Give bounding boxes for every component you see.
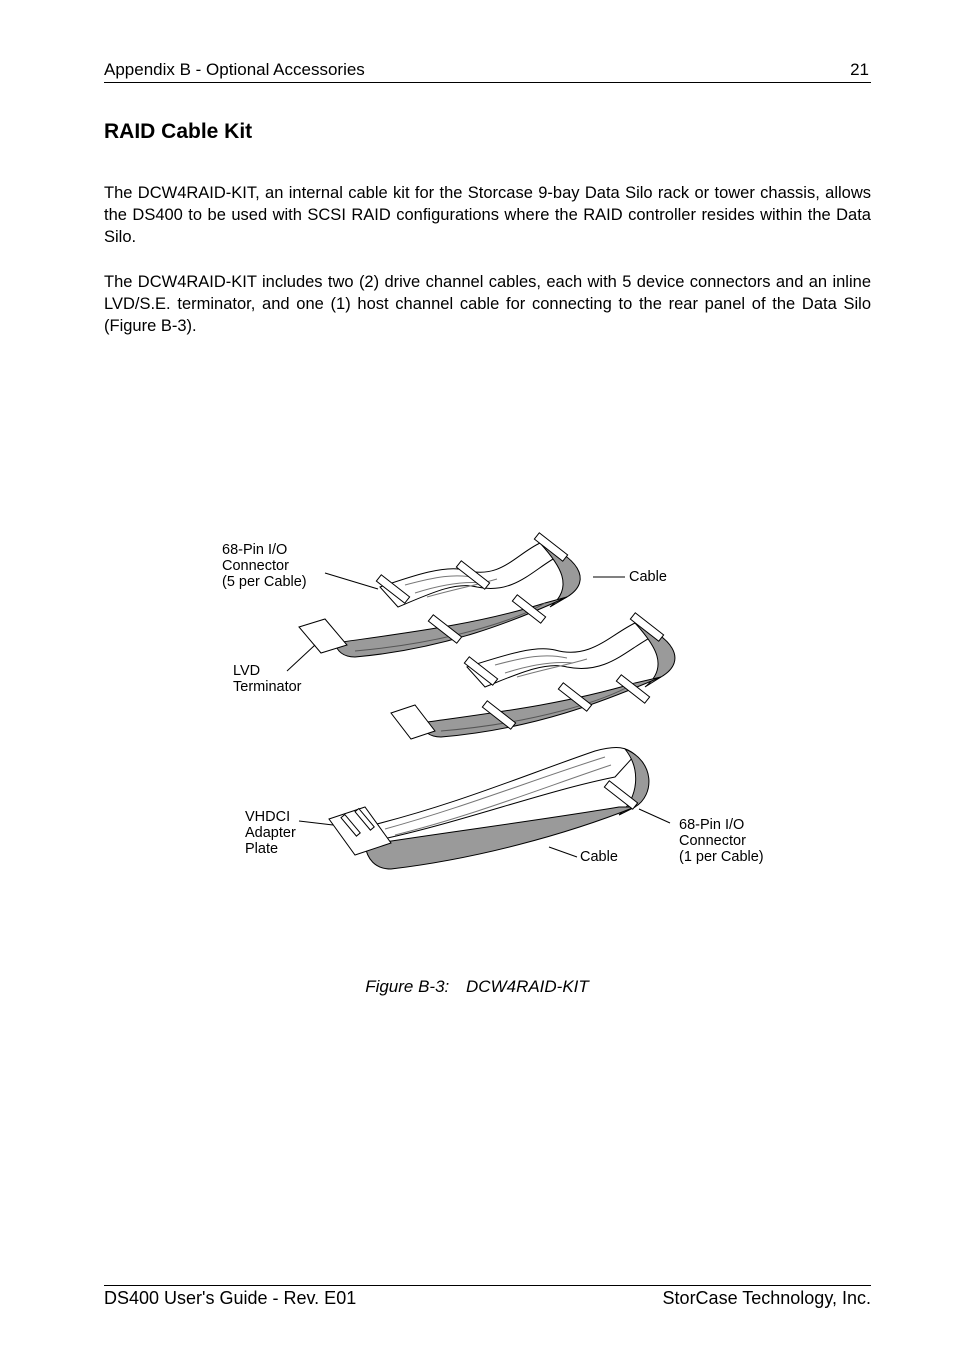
label-cable-bottom: Cable (580, 849, 618, 865)
label-68pin-5-per-cable: 68-Pin I/O Connector (5 per Cable) (222, 542, 307, 590)
section-title: RAID Cable Kit (104, 120, 253, 143)
footer-guide-title: DS400 User's Guide - Rev. E01 (104, 1288, 357, 1308)
caption-text: DCW4RAID-KIT (466, 977, 589, 996)
page-footer (104, 1285, 871, 1316)
header-section: Appendix B - Optional Accessories (104, 60, 365, 79)
header-page-number: 21 (850, 60, 869, 79)
paragraph-2: The DCW4RAID-KIT includes two (2) drive channel cables, each with 5 device connectors and an inline LVD/S.E. terminator, and one (1) host channel cable for connecting to the rear panel of the Data Silo (Figure B-3). (104, 273, 871, 335)
label-68pin-1-per-cable: 68-Pin I/O Connector (1 per Cable) (679, 817, 764, 865)
footer-company: StorCase Technology, Inc. (662, 1288, 871, 1308)
paragraph-1: The DCW4RAID-KIT, an internal cable kit for the Storcase 9-bay Data Silo rack or tower chassis, allows the DS400 to be used with SCSI RAID configurations where the RAID controller resides within the Data Silo. (104, 184, 871, 246)
figure-b3 (215, 525, 785, 885)
caption-label: Figure B-3: (365, 977, 450, 996)
label-lvd-terminator: LVD Terminator (233, 663, 302, 695)
label-cable-top: Cable (629, 569, 667, 585)
figure-caption (0, 977, 954, 997)
page-header (104, 60, 871, 83)
label-vhdci-adapter-plate: VHDCI Adapter Plate (245, 809, 296, 857)
